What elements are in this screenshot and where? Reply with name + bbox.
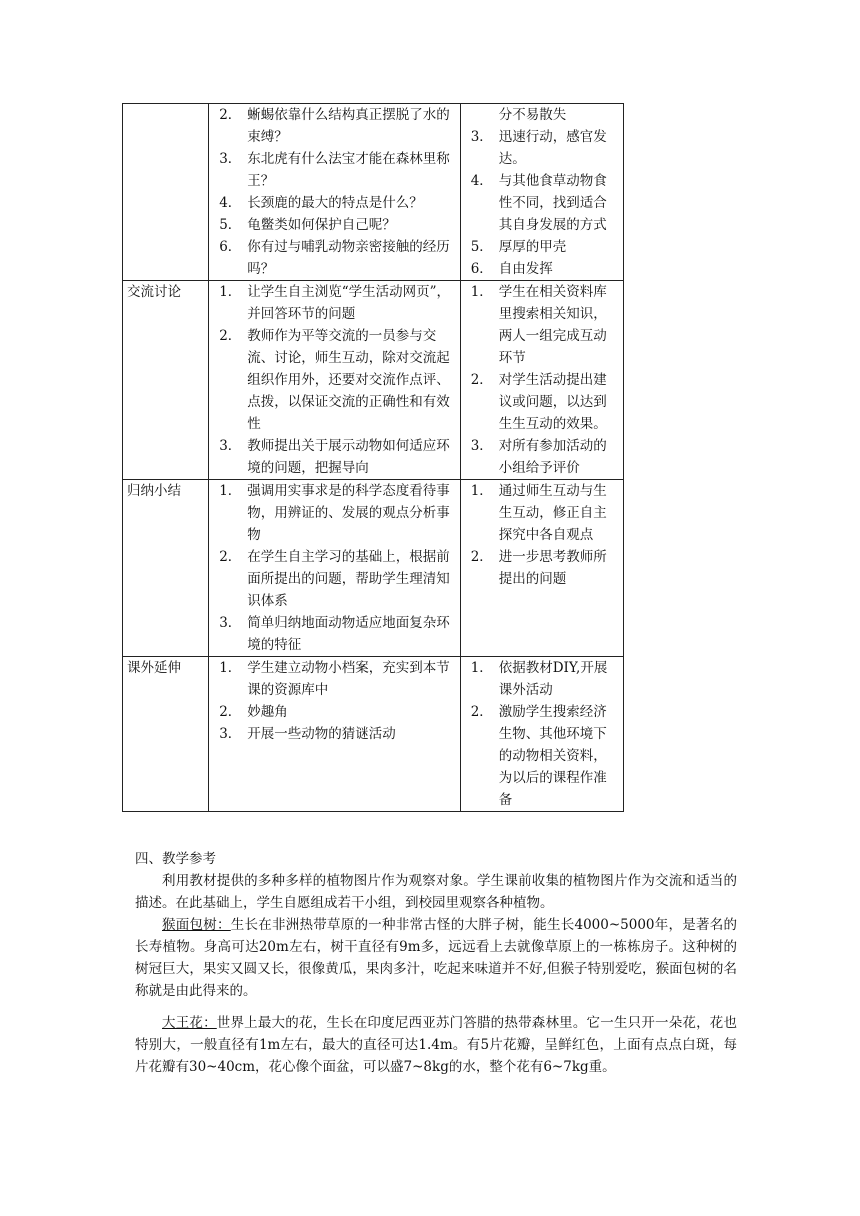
item-text: 迅速行动，感官发达。	[498, 129, 607, 167]
item-number: 1．	[219, 284, 242, 300]
intro-paragraph: 利用教材提供的多种多样的植物图片作为观察对象。学生课前收集的植物图片作为交流和适当的描述。在此基础上，学生自愿组成若干小组，到校园里观察各种植物。	[135, 873, 737, 911]
item-number: 2．	[219, 704, 242, 720]
rafflesia-text: 世界上最大的花，生长在印度尼西亚苏门答腊的热带森林里。它一生只开一朵花，花也特别大，一般直径有1m左右，最大的直径可达1.4m。有5片花瓣，呈鲜红色，上面有点点白斑，每片花瓣有30~40cm，花心像个面盆，可以盛7~8kg的水，整个花有6~7kg重。	[135, 1015, 737, 1075]
item-text: 与其他食草动物食性不同，找到适合其自身发展的方式	[498, 173, 607, 233]
item-number: 6．	[470, 261, 493, 277]
item-text: 厚厚的甲壳	[498, 239, 567, 255]
item-text: 通过师生互动与生生互动，修正自主探究中各自观点	[498, 483, 607, 543]
list-item	[465, 480, 619, 546]
item-number: 2．	[219, 107, 242, 123]
stage-label: 交流讨论	[123, 281, 209, 480]
item-text: 依据教材DIY,开展课外活动	[498, 660, 608, 698]
student-activity-cell	[460, 104, 623, 281]
stage-label: 归纳小结	[123, 480, 209, 657]
item-number: 6．	[219, 239, 242, 255]
item-number: 1．	[470, 660, 493, 676]
item-text: 分不易散失	[498, 107, 567, 123]
list-item	[465, 104, 619, 126]
item-text: 对所有参加活动的小组给予评价	[498, 438, 607, 476]
item-text: 自由发挥	[498, 261, 553, 277]
rafflesia-paragraph	[135, 1012, 737, 1078]
item-text: 简单归纳地面动物适应地面复杂环境的特征	[247, 615, 450, 653]
item-number: 2．	[470, 704, 493, 720]
item-text: 在学生自主学习的基础上，根据前面所提出的问题，帮助学生理清知识体系	[247, 549, 450, 609]
item-text: 学生建立动物小档案，充实到本节课的资源库中	[247, 660, 450, 698]
list-item	[213, 281, 456, 325]
table-row	[123, 281, 624, 480]
student-activity-cell	[460, 657, 623, 812]
list-item	[213, 325, 456, 435]
list-item	[465, 258, 619, 280]
list-item	[213, 480, 456, 546]
table-row	[123, 104, 624, 281]
student-activity-cell	[460, 281, 623, 480]
item-text: 对学生活动提出建议或问题，以达到生生互动的效果。	[498, 372, 607, 432]
list-item	[213, 657, 456, 701]
item-text: 教师作为平等交流的一员参与交流、讨论，师生互动，除对交流起组织作用外，还要对交流作点评、点拨，以保证交流的正确性和有效性	[247, 328, 450, 432]
item-text: 龟鳖类如何保护自己呢？	[247, 217, 396, 233]
rafflesia-term: 大王花：	[162, 1015, 217, 1031]
list-item	[465, 657, 619, 701]
item-text: 东北虎有什么法宝才能在森林里称王？	[247, 151, 450, 189]
list-item	[465, 236, 619, 258]
item-number: 2．	[470, 372, 493, 388]
item-text: 教师提出关于展示动物如何适应环境的问题，把握导向	[247, 438, 450, 476]
item-text: 长颈鹿的最大的特点是什么？	[247, 195, 423, 211]
stage-label: 课外延伸	[123, 657, 209, 812]
item-text: 你有过与哺乳动物亲密接触的经历吗？	[247, 239, 450, 277]
item-number: 1．	[219, 660, 242, 676]
list-item	[213, 148, 456, 192]
list-item	[213, 236, 456, 280]
item-text: 妙趣角	[247, 704, 288, 720]
item-text: 进一步思考教师所提出的问题	[498, 549, 607, 587]
list-item	[213, 214, 456, 236]
item-number: 2．	[219, 549, 242, 565]
item-text: 激励学生搜索经济生物、其他环境下的动物相关资料，为以后的课程作准备	[498, 704, 607, 808]
list-item	[465, 701, 619, 811]
list-item	[465, 170, 619, 236]
item-number: 5．	[219, 217, 242, 233]
item-number: 3．	[470, 438, 493, 454]
item-text: 蜥蜴依靠什么结构真正摆脱了水的束缚？	[247, 107, 450, 145]
item-number: 2．	[219, 328, 242, 344]
list-item	[465, 435, 619, 479]
item-number	[465, 104, 499, 126]
item-number: 3．	[219, 726, 242, 742]
item-number: 4．	[219, 195, 242, 211]
teacher-activity-cell	[209, 104, 461, 281]
item-number: 1．	[470, 284, 493, 300]
teacher-activity-cell	[209, 657, 461, 812]
list-item	[213, 723, 456, 745]
list-item	[213, 104, 456, 148]
item-number: 1．	[470, 483, 493, 499]
list-item	[465, 281, 619, 369]
baobab-term: 猴面包树：	[162, 917, 231, 933]
item-number: 2．	[470, 549, 493, 565]
table-row	[123, 657, 624, 812]
list-item	[213, 435, 456, 479]
item-number: 5．	[470, 239, 493, 255]
item-number: 4．	[470, 173, 493, 189]
stage-label	[123, 104, 209, 281]
item-text: 强调用实事求是的科学态度看待事物，用辨证的、发展的观点分析事物	[247, 483, 450, 543]
list-item	[465, 126, 619, 170]
list-item	[213, 701, 456, 723]
item-number: 3．	[219, 615, 242, 631]
list-item	[465, 369, 619, 435]
table-row	[123, 480, 624, 657]
baobab-paragraph	[135, 914, 737, 1002]
section-heading: 四、教学参考	[135, 851, 216, 867]
item-number: 3．	[470, 129, 493, 145]
lesson-table	[122, 103, 624, 812]
list-item	[213, 612, 456, 656]
item-text: 开展一些动物的猜谜活动	[247, 726, 396, 742]
teacher-activity-cell	[209, 281, 461, 480]
list-item	[213, 546, 456, 612]
teacher-activity-cell	[209, 480, 461, 657]
baobab-text: 生长在非洲热带草原的一种非常古怪的大胖子树，能生长4000~5000年，是著名的长寿植物。身高可达20m左右，树干直径有9m多，远远看上去就像草原上的一栋栋房子。这种树的树冠巨大，果实又圆又长，很像黄瓜，果肉多汁，吃起来味道并不好,但猴子特别爱吃，猴面包树的名称就是由此得来的。	[135, 917, 737, 999]
item-number: 3．	[219, 151, 242, 167]
student-activity-cell	[460, 480, 623, 657]
item-text: 学生在相关资料库里搜索相关知识，两人一组完成互动环节	[498, 284, 607, 366]
item-number: 3．	[219, 438, 242, 454]
list-item	[465, 546, 619, 590]
list-item	[213, 192, 456, 214]
item-text: 让学生自主浏览“学生活动网页”，并回答环节的问题	[247, 284, 451, 322]
item-number: 1．	[219, 483, 242, 499]
